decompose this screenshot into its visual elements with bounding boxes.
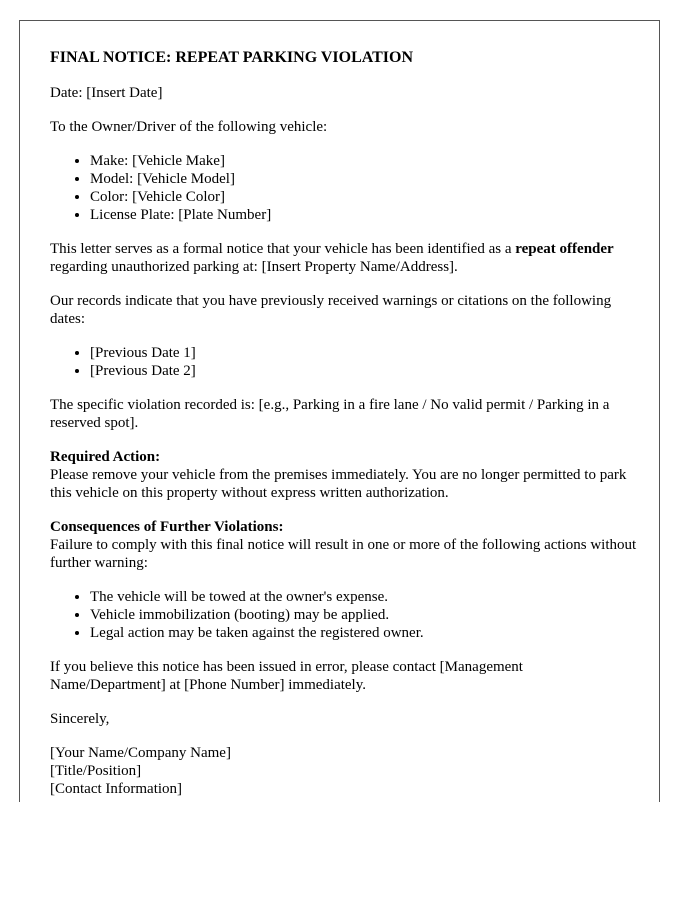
required-action-heading: Required Action:: [50, 449, 161, 465]
consequences-text: Failure to comply with this final notice will result in one or more of the following actions without further warning:: [50, 537, 637, 571]
notice-content: [50, 48, 640, 814]
vehicle-color-item: • Color: [Vehicle Color]: [90, 188, 640, 206]
previous-date-item: • [Previous Date 2]: [90, 362, 640, 380]
signature-contact: [Contact Information]: [50, 781, 183, 797]
required-action-section: [50, 448, 640, 502]
closing-line: Sincerely,: [50, 711, 110, 727]
consequence-item: • The vehicle will be towed at the owner's expense.: [90, 588, 640, 606]
previous-dates-list: [50, 344, 640, 380]
formal-notice-text-end: regarding unauthorized parking at: [Insert Property Name/Address].: [50, 259, 458, 275]
previous-date-item: • [Previous Date 1]: [90, 344, 640, 362]
date-line: Date: [Insert Date]: [50, 85, 163, 101]
violation-line: The specific violation recorded is: [e.g., Parking in a fire lane / No valid permit / Parking in a reserved spot].: [50, 397, 610, 431]
notice-page: [19, 20, 660, 802]
consequence-item: • Legal action may be taken against the registered owner.: [90, 624, 640, 642]
signature-title: [Title/Position]: [50, 763, 142, 779]
license-plate-item: • License Plate: [Plate Number]: [90, 206, 640, 224]
records-intro: Our records indicate that you have previously received warnings or citations on the following dates:: [50, 293, 612, 327]
required-action-text: Please remove your vehicle from the premises immediately. You are no longer permitted to park this vehicle on this property without express written authorization.: [50, 467, 627, 501]
signature-block: [50, 744, 640, 798]
vehicle-details-list: [50, 152, 640, 224]
vehicle-make-item: • Make: [Vehicle Make]: [90, 152, 640, 170]
notice-title: FINAL NOTICE: REPEAT PARKING VIOLATION: [50, 49, 414, 66]
consequences-list: [50, 588, 640, 642]
vehicle-model-item: • Model: [Vehicle Model]: [90, 170, 640, 188]
signature-name: [Your Name/Company Name]: [50, 745, 231, 761]
repeat-offender-emphasis: repeat offender: [515, 241, 614, 257]
consequences-heading: Consequences of Further Violations:: [50, 519, 284, 535]
formal-notice-paragraph: [50, 240, 640, 276]
formal-notice-text-start: This letter serves as a formal notice that your vehicle has been identified as a: [50, 241, 516, 257]
recipient-line: To the Owner/Driver of the following vehicle:: [50, 119, 328, 135]
contact-line: If you believe this notice has been issued in error, please contact [Management Name/Department] at [Phone Number] immediately.: [50, 659, 523, 693]
consequence-item: • Vehicle immobilization (booting) may be applied.: [90, 606, 640, 624]
consequences-section: [50, 518, 640, 572]
